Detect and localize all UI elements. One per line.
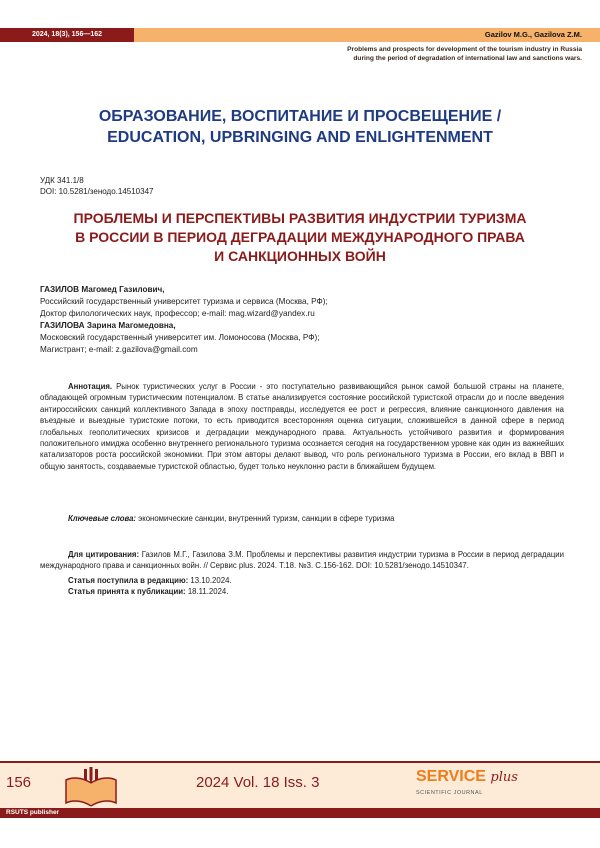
running-title-line-2: during the period of degradation of international law and sanctions wars. (353, 55, 582, 62)
author-2-name: ГАЗИЛОВА Зарина Магомедовна, (40, 321, 176, 330)
article-dates (68, 575, 564, 598)
running-title (202, 45, 582, 63)
article-title (30, 209, 570, 266)
author-block (40, 284, 560, 356)
keywords (68, 513, 564, 524)
title-line-3: И САНКЦИОННЫХ ВОЙН (214, 248, 386, 264)
keywords-label: Ключевые слова: (68, 514, 137, 523)
abstract-text: Рынок туристических услуг в России - это поступательно развивающийся рынок самой большой страны на планете, обладающей огромным туристическим потенциалом. В статье анализируется состояние российской туристской отрасли до и после введения антироссийских санкций коллективного Запада в эпоху постправды, исследуется ее рост и регрессия, влияние санкционного давления на въездные и выездные туристские потоки, то есть приводится всесторонняя оценка ситуации, сложившейся в данной сфере в период глобальных геополитических кризисов и деградации международного права. Актуальность устойчивого развития и формирования положительного имиджа особенно внутреннего регионального туризма осознается сегодня на государственном уровне как один из важнейших катализаторов роста российской экономики. При этом авторы делают вывод, что роль регионального туризма в России, его вклад в ВВП и общую занятость, создаваемые туристской областью, будет только неуклонно расти в ближайшем будущем. (40, 382, 564, 471)
article-meta (40, 175, 153, 197)
author-1-name: ГАЗИЛОВ Магомед Газилович, (40, 285, 165, 294)
accepted-date (68, 586, 564, 597)
journal-subtitle: SCIENTIFIC JOURNAL (416, 790, 483, 796)
journal-logo (416, 768, 518, 786)
doi: DOI: 10.5281/зенодо.14510347 (40, 187, 154, 196)
received-label: Статья поступила в редакцию: (68, 576, 189, 585)
university-logo-icon (60, 766, 122, 812)
section-heading (0, 106, 600, 148)
author-1-info: Доктор филологических наук, профессор; e-mail: mag.wizard@yandex.ru (40, 309, 315, 318)
publisher-bar (0, 808, 600, 818)
issue-label: 2024, 18(3), 156—162 (31, 31, 103, 38)
title-line-1: ПРОБЛЕМЫ И ПЕРСПЕКТИВЫ РАЗВИТИЯ ИНДУСТРИИ ТУРИЗМА (73, 210, 527, 226)
journal-logo-plus: plus (490, 770, 518, 785)
title-line-2: В РОССИИ В ПЕРИОД ДЕГРАДАЦИИ МЕЖДУНАРОДНОГО ПРАВА (75, 229, 525, 245)
abstract-label: Аннотация. (68, 382, 113, 391)
issue-badge (0, 28, 134, 42)
accepted-label: Статья принята к публикации: (68, 587, 186, 597)
volume-info: 2024 Vol. 18 Iss. 3 (196, 774, 320, 791)
citation (40, 549, 564, 572)
abstract (40, 381, 564, 472)
author-2-affiliation: Московский государственный университет им. Ломоносова (Москва, РФ); (40, 333, 320, 342)
keywords-text: экономические санкции, внутренний туризм, санкции в сфере туризма (136, 514, 395, 523)
udk-code: УДК 341.1/8 (40, 176, 84, 185)
author-2-info: Магистрант; e-mail: z.gazilova@gmail.com (40, 345, 198, 354)
citation-label: Для цитирования: (68, 550, 140, 559)
running-title-line-1: Problems and prospects for development of the tourism industry in Russia (347, 46, 582, 53)
section-heading-ru: ОБРАЗОВАНИЕ, ВОСПИТАНИЕ И ПРОСВЕЩЕНИЕ / (98, 108, 502, 125)
section-heading-en: EDUCATION, UPBRINGING AND ENLIGHTENMENT (107, 129, 493, 146)
page-number: 156 (6, 774, 32, 791)
header-authors: Gazilov M.G., Gazilova Z.M. (484, 30, 582, 39)
author-1-affiliation: Российский государственный университет туризма и сервиса (Москва, РФ); (40, 297, 328, 306)
top-banner (0, 28, 600, 42)
received-date (68, 575, 564, 586)
citation-text: Газилов М.Г., Газилова З.М. Проблемы и перспективы развития индустрии туризма в России в период деградации международного права и санкционных войн. // Сервис plus. 2024. Т.18. №3. С.156-162. DOI: 10.5281/зенодо.14510347. (40, 550, 565, 571)
accepted-value: 18.11.2024. (185, 587, 229, 597)
received-value: 13.10.2024. (188, 576, 232, 585)
publisher-name: RSUTS publisher (6, 809, 60, 816)
journal-logo-main: SERVICE (416, 768, 486, 785)
